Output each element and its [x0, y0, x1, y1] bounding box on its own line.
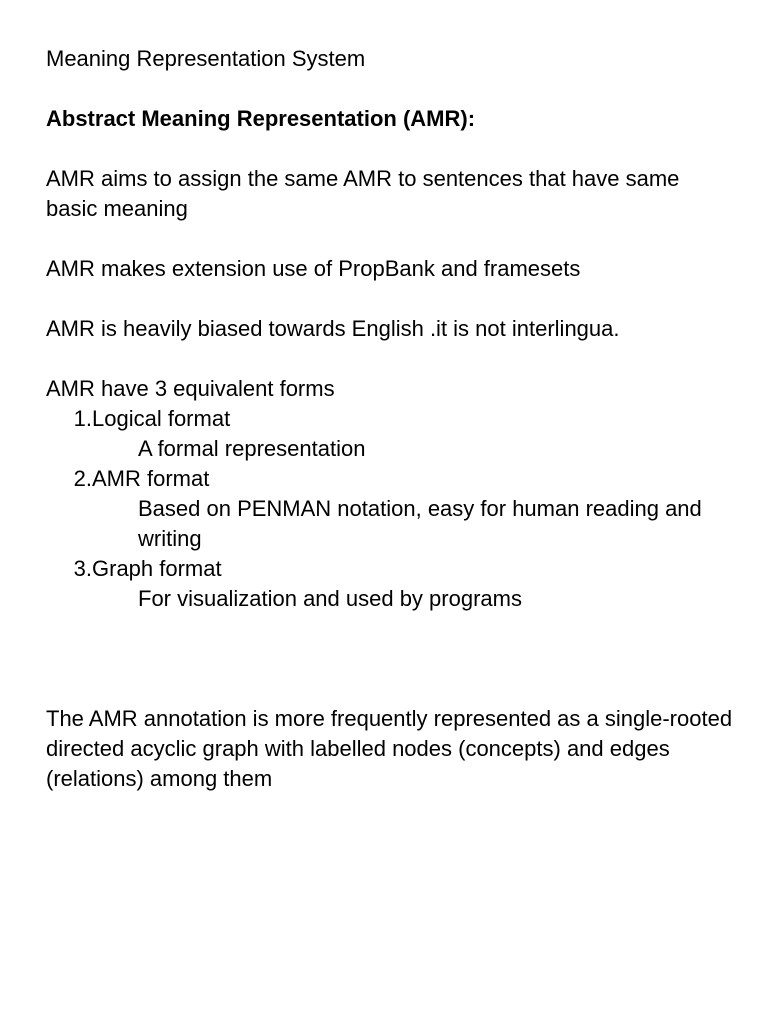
spacer	[46, 614, 736, 704]
list-description: A formal representation	[138, 436, 366, 461]
section-heading: Abstract Meaning Representation (AMR):	[46, 106, 476, 131]
list-number: 3.	[73, 556, 92, 581]
paragraph-propbank: AMR makes extension use of PropBank and framesets	[46, 256, 581, 281]
document-page	[46, 44, 736, 794]
spacer	[46, 344, 736, 374]
paragraph-graph-representation: The AMR annotation is more frequently represented as a single-rooted directed acyclic graph with labelled nodes (concepts) and edges (relations) among them	[46, 706, 733, 791]
list-description: For visualization and used by programs	[138, 586, 522, 611]
list-number: 1.	[73, 406, 92, 431]
spacer	[46, 74, 736, 104]
spacer	[46, 224, 736, 254]
document-title: Meaning Representation System	[46, 46, 366, 71]
list-label: AMR format	[92, 466, 210, 491]
list-label: Graph format	[92, 556, 222, 581]
list-item	[46, 404, 736, 434]
paragraph-english-bias: AMR is heavily biased towards English .it is not interlingua.	[46, 316, 620, 341]
paragraph-same-meaning: AMR aims to assign the same AMR to sentences that have same basic meaning	[46, 166, 680, 221]
spacer	[46, 284, 736, 314]
list-number: 2.	[73, 466, 92, 491]
list-label: Logical format	[92, 406, 231, 431]
list-item	[46, 464, 736, 494]
spacer	[46, 134, 736, 164]
paragraph-forms-intro: AMR have 3 equivalent forms	[46, 376, 335, 401]
list-description: Based on PENMAN notation, easy for human reading and writing	[138, 496, 702, 551]
list-item	[46, 554, 736, 584]
